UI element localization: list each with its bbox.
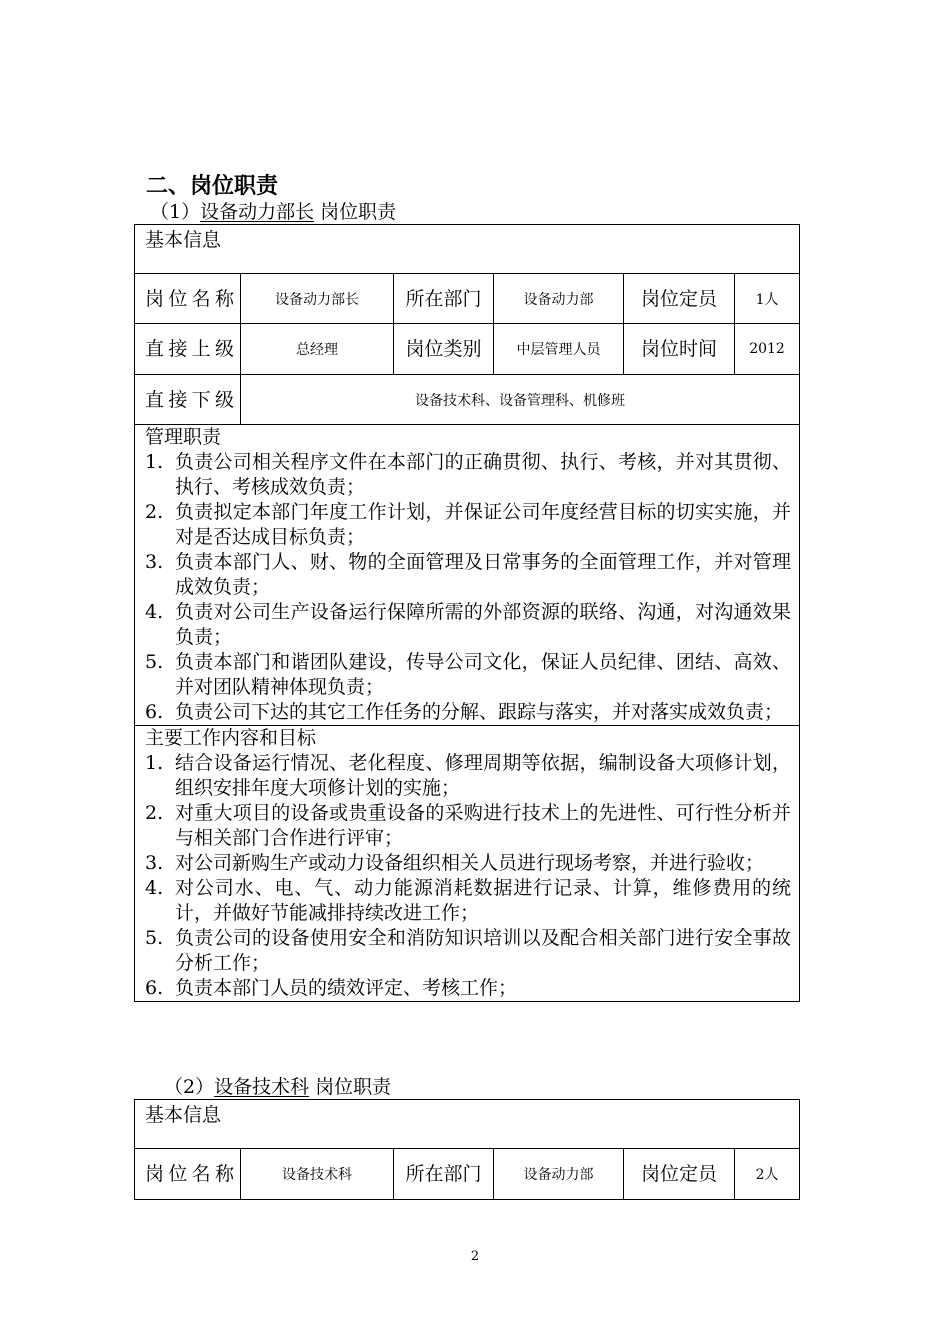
duties-title: 管理职责 <box>145 426 222 448</box>
duties-list <box>145 450 791 725</box>
list-item-number: 2. <box>145 501 164 523</box>
list-item-text: 负责本部门和谐团队建设，传导公司文化，保证人员纪律、团结、高效、并对团队精神体现负责； <box>175 651 792 698</box>
list-item <box>145 450 791 500</box>
list-item-text: 对公司新购生产或动力设备组织相关人员进行现场考察，并进行验收； <box>175 852 765 874</box>
list-item-text: 负责公司相关程序文件在本部门的正确贯彻、执行、考核，并对其贯彻、执行、考核成效负责； <box>175 451 792 498</box>
value-position-category: 中层管理人员 <box>494 324 624 375</box>
list-item <box>145 801 791 851</box>
job-title-1 <box>150 201 396 223</box>
list-item-text: 负责本部门人、财、物的全面管理及日常事务的全面管理工作，并对管理成效负责； <box>175 551 792 598</box>
label-position-category: 岗位类别 <box>394 324 494 375</box>
list-item <box>145 851 791 876</box>
list-item-number: 6. <box>145 701 164 723</box>
label-direct-subordinate: 直接下级 <box>135 375 241 425</box>
label-headcount: 岗位定员 <box>624 1149 735 1200</box>
list-item-number: 3. <box>145 852 164 874</box>
work-section <box>135 726 800 1002</box>
value-headcount: 2人 <box>735 1149 800 1200</box>
list-item-text: 负责公司的设备使用安全和消防知识培训以及配合相关部门进行安全事故分析工作； <box>175 927 792 974</box>
list-item <box>145 751 791 801</box>
job-title-2 <box>164 1076 391 1098</box>
label-department: 所在部门 <box>394 274 494 324</box>
list-item <box>145 500 791 550</box>
list-item-number: 6. <box>145 977 164 999</box>
list-item-text: 负责本部门人员的绩效评定、考核工作； <box>175 977 518 999</box>
list-item-number: 1. <box>145 752 164 774</box>
label-position-time: 岗位时间 <box>624 324 735 375</box>
job-title-suffix: 岗位职责 <box>315 1076 392 1098</box>
label-direct-superior: 直接上级 <box>135 324 241 375</box>
list-item-text: 负责公司下达的其它工作任务的分解、跟踪与落实，并对落实成效负责； <box>175 701 784 723</box>
basic-info-label: 基本信息 <box>135 225 800 274</box>
list-item-number: 2. <box>145 802 164 824</box>
basic-info-label: 基本信息 <box>135 1100 800 1149</box>
value-position-name: 设备动力部长 <box>241 274 394 324</box>
job-name: 设备技术科 <box>214 1076 310 1098</box>
list-item-number: 1. <box>145 451 164 473</box>
job-name: 设备动力部长 <box>200 201 315 223</box>
value-department: 设备动力部 <box>494 274 624 324</box>
list-item-text: 对公司水、电、气、动力能源消耗数据进行记录、计算，维修费用的统计，并做好节能减排持续改进工作； <box>175 877 792 924</box>
list-item <box>145 700 791 725</box>
value-direct-superior: 总经理 <box>241 324 394 375</box>
job-table-2 <box>134 1099 800 1200</box>
job-table-1 <box>134 224 800 1002</box>
list-item-text: 对重大项目的设备或贵重设备的采购进行技术上的先进性、可行性分析并与相关部门合作进行评审； <box>175 802 792 849</box>
page-number: 2 <box>470 1249 480 1264</box>
list-item-number: 5. <box>145 651 164 673</box>
work-title: 主要工作内容和目标 <box>145 727 317 749</box>
list-item-number: 3. <box>145 551 164 573</box>
job-index-label: （1） <box>150 201 201 223</box>
list-item-text: 负责拟定本部门年度工作计划，并保证公司年度经营目标的切实实施，并对是否达成目标负责； <box>175 501 792 548</box>
list-item-text: 负责对公司生产设备运行保障所需的外部资源的联络、沟通，对沟通效果负责； <box>175 601 792 648</box>
list-item <box>145 926 791 976</box>
list-item-text: 结合设备运行情况、老化程度、修理周期等依据，编制设备大项修计划，组织安排年度大项修计划的实施； <box>175 752 792 799</box>
value-headcount: 1人 <box>735 274 800 324</box>
value-position-time: 2012 <box>735 324 800 375</box>
label-position-name: 岗位名称 <box>135 1149 241 1200</box>
list-item <box>145 550 791 600</box>
list-item <box>145 650 791 700</box>
list-item-number: 4. <box>145 601 164 623</box>
section-title: 二、岗位职责 <box>146 173 279 199</box>
value-department: 设备动力部 <box>494 1149 624 1200</box>
duties-section <box>135 425 800 726</box>
label-position-name: 岗位名称 <box>135 274 241 324</box>
job-index-label: （2） <box>164 1076 215 1098</box>
list-item <box>145 876 791 926</box>
value-direct-subordinate: 设备技术科、设备管理科、机修班 <box>241 375 800 425</box>
work-list <box>145 751 791 1001</box>
list-item <box>145 976 791 1001</box>
label-headcount: 岗位定员 <box>624 274 735 324</box>
value-position-name: 设备技术科 <box>241 1149 394 1200</box>
job-title-suffix: 岗位职责 <box>320 201 397 223</box>
list-item-number: 4. <box>145 877 164 899</box>
label-department: 所在部门 <box>394 1149 494 1200</box>
list-item <box>145 600 791 650</box>
list-item-number: 5. <box>145 927 164 949</box>
